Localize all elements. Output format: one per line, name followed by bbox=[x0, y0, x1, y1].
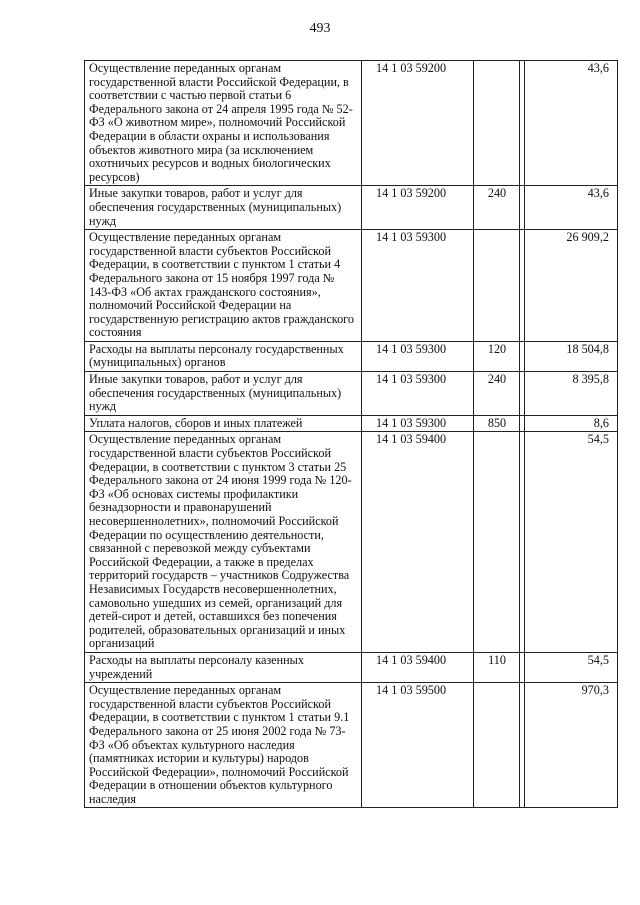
row-sum: 8 395,8 bbox=[525, 372, 618, 416]
row-code: 14 1 03 59400 bbox=[362, 432, 474, 653]
row-expense-type bbox=[474, 432, 520, 653]
row-name: Расходы на выплаты персоналу государственных (муниципальных) органов bbox=[85, 341, 362, 371]
row-expense-type: 110 bbox=[474, 652, 520, 682]
budget-table bbox=[84, 60, 618, 808]
row-sum: 8,6 bbox=[525, 415, 618, 432]
row-code: 14 1 03 59300 bbox=[362, 372, 474, 416]
row-name: Осуществление переданных органам государственной власти субъектов Российской Федерации, в соответствии с пунктом 3 статьи 25 Федерального закона от 24 июня 1999 года № 120-ФЗ «Об основах системы профилактики безнадзорности и правонарушений несовершеннолетних», полномочий Российской Федерации по осуществлению деятельности, связанной с перевозкой между субъектами Российской Федерации, а также в пределах территорий государств – участников Содружества Независимых Государств несовершеннолетних, самовольно ушедших из семей, организаций для детей-сирот и детей, оставшихся без попечения родителей, образовательных организаций и иных организаций bbox=[85, 432, 362, 653]
row-expense-type bbox=[474, 230, 520, 342]
table-row bbox=[85, 186, 618, 230]
row-sum: 43,6 bbox=[525, 186, 618, 230]
row-expense-type: 120 bbox=[474, 341, 520, 371]
table-row bbox=[85, 683, 618, 808]
row-sum: 970,3 bbox=[525, 683, 618, 808]
page-number: 493 bbox=[309, 21, 331, 36]
row-expense-type: 240 bbox=[474, 186, 520, 230]
table-row bbox=[85, 652, 618, 682]
row-name: Иные закупки товаров, работ и услуг для обеспечения государственных (муниципальных) нужд bbox=[85, 186, 362, 230]
row-name: Осуществление переданных органам государственной власти Российской Федерации, в соответствии с частью первой статьи 6 Федерального закона от 24 апреля 1995 года № 52-ФЗ «О животном мире», полномочий Российской Федерации в области охраны и использования объектов животного мира (за исключением охотничьих ресурсов и водных биологических ресурсов) bbox=[85, 61, 362, 186]
row-sum: 18 504,8 bbox=[525, 341, 618, 371]
row-name: Осуществление переданных органам государственной власти субъектов Российской Федерации, в соответствии с пунктом 1 статьи 9.1 Федерального закона от 25 июня 2002 года № 73-ФЗ «Об объектах культурного наследия (памятниках истории и культуры) народов Российской Федерации», полномочий Российской Федерации в отношении объектов культурного наследия bbox=[85, 683, 362, 808]
row-sum: 54,5 bbox=[525, 652, 618, 682]
row-code: 14 1 03 59200 bbox=[362, 186, 474, 230]
row-sum: 54,5 bbox=[525, 432, 618, 653]
row-expense-type bbox=[474, 61, 520, 186]
row-sum: 26 909,2 bbox=[525, 230, 618, 342]
table-row bbox=[85, 432, 618, 653]
row-code: 14 1 03 59300 bbox=[362, 415, 474, 432]
table-row bbox=[85, 61, 618, 186]
table-row bbox=[85, 415, 618, 432]
row-name: Осуществление переданных органам государственной власти субъектов Российской Федерации, в соответствии с пунктом 1 статьи 4 Федерального закона от 15 ноября 1997 года № 143-ФЗ «Об актах гражданского состояния», полномочий Российской Федерации на государственную регистрацию актов гражданского состояния bbox=[85, 230, 362, 342]
table-row bbox=[85, 372, 618, 416]
row-name: Уплата налогов, сборов и иных платежей bbox=[85, 415, 362, 432]
row-code: 14 1 03 59300 bbox=[362, 341, 474, 371]
row-code: 14 1 03 59200 bbox=[362, 61, 474, 186]
row-code: 14 1 03 59400 bbox=[362, 652, 474, 682]
row-expense-type bbox=[474, 683, 520, 808]
table-row bbox=[85, 341, 618, 371]
row-name: Расходы на выплаты персоналу казенных учреждений bbox=[85, 652, 362, 682]
row-code: 14 1 03 59300 bbox=[362, 230, 474, 342]
row-expense-type: 240 bbox=[474, 372, 520, 416]
row-code: 14 1 03 59500 bbox=[362, 683, 474, 808]
row-expense-type: 850 bbox=[474, 415, 520, 432]
row-name: Иные закупки товаров, работ и услуг для обеспечения государственных (муниципальных) нужд bbox=[85, 372, 362, 416]
row-sum: 43,6 bbox=[525, 61, 618, 186]
table-row bbox=[85, 230, 618, 342]
